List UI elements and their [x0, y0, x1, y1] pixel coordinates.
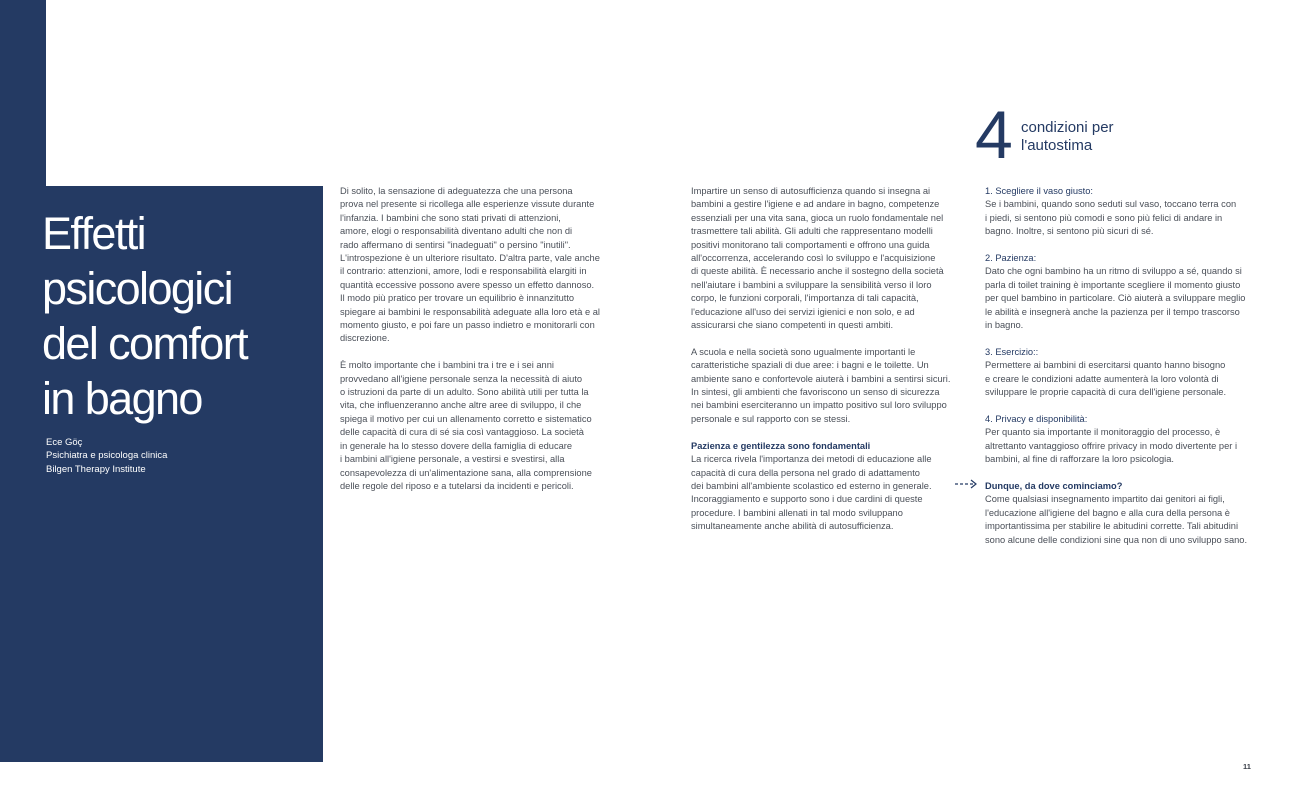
text-line: provvedano all'igiene personale senza la necessità di aiuto: [340, 373, 583, 384]
text-line: sviluppare le proprie capacità di cura dell'igiene personale.: [985, 387, 1227, 398]
text-line: spiega il motivo per cui un allenamento corretto e sistematico: [340, 413, 592, 424]
text-line: vita, che influenzeranno anche altre aree di sviluppo, il che: [340, 400, 582, 411]
text-line: A scuola e nella società sono ugualmente importanti le: [691, 346, 916, 357]
text-line: trasmettere tali abilità. Gli adulti che rappresentano modelli: [691, 226, 933, 237]
author-role: Psichiatra e psicologa clinica: [46, 450, 168, 462]
author-name: Ece Göç: [46, 437, 83, 448]
text-line: caratteristiche spaziali di due aree: i bagni e le toilette. Un: [691, 360, 929, 371]
text-line: l'educazione all'igiene del bagno e alla cura della persona è: [985, 507, 1230, 518]
text-line: Dato che ogni bambino ha un ritmo di sviluppo a sé, quando si: [985, 266, 1242, 277]
heading-line: l'autostima: [1021, 137, 1093, 154]
article-title: [42, 206, 312, 426]
text-line: sono alcune delle condizioni sine qua non di uno sviluppo sano.: [985, 534, 1248, 545]
paragraph: [691, 440, 951, 534]
text-line: prova nel presente si ricollega alle esperienze vissute durante: [340, 199, 595, 210]
author-institute: Bilgen Therapy Institute: [46, 463, 146, 475]
list-item-title: 1. Scegliere il vaso giusto:: [985, 186, 1094, 196]
text-line: nell'aiutare i bambini a sviluppare la sensibilità verso il loro: [691, 279, 932, 290]
list-item: [985, 185, 1255, 239]
list-item: [985, 252, 1255, 332]
dashed-arrow-icon: [955, 478, 981, 490]
text-column-2: [691, 185, 951, 547]
text-line: all'occorrenza, accelerando così lo sviluppo e l'acquisizione: [691, 253, 936, 264]
title-line: Effetti: [42, 208, 146, 259]
title-line: in bagno: [42, 373, 202, 424]
heading-line: condizioni per: [1021, 119, 1114, 136]
closing-section: [985, 480, 1255, 547]
text-line: simultaneamente anche abilità di autosufficienza.: [691, 521, 894, 532]
text-line: discrezione.: [340, 333, 390, 344]
paragraph: [691, 185, 951, 332]
text-line: Impartire un senso di autosufficienza quando si insegna ai: [691, 186, 931, 196]
text-line: essenziali per una vita sana, gioca un ruolo fondamentale nel: [691, 212, 944, 223]
text-line: corpo, le funzioni corporali, l'importanza di tali capacità,: [691, 293, 919, 304]
text-line: il contrario: attenzioni, amore, lodi e responsabilità elargiti in: [340, 266, 587, 277]
text-line: le abilità e insegnerà anche la pazienza per il tempo trascorso: [985, 306, 1240, 317]
text-line: Permettere ai bambini di esercitarsi quanto hanno bisogno: [985, 360, 1226, 371]
text-line: In sintesi, gli ambienti che favoriscono un senso di sicurezza: [691, 387, 940, 398]
paragraph: [691, 346, 951, 426]
text-line: bagno. Inoltre, si sentono più sicuri di sé.: [985, 226, 1154, 237]
list-item-title: 2. Pazienza:: [985, 253, 1037, 264]
text-line: l'educazione all'uso dei servizi igienici e non solo, e ad: [691, 306, 915, 317]
text-line: per quel bambino in particolare. Ciò aiuterà a sviluppare meglio: [985, 293, 1246, 304]
text-line: l'infanzia. I bambini che sono stati privati di attenzioni,: [340, 212, 561, 223]
top-accent-bar: [0, 0, 46, 186]
text-line: di queste abilità. È necessario anche il sostegno della società: [691, 266, 944, 277]
text-line: i piedi, si sentono più comodi e sono più felici di andare in: [985, 212, 1223, 223]
text-line: È molto importante che i bambini tra i tre e i sei anni: [340, 360, 554, 371]
section-subheading: Pazienza e gentilezza sono fondamentali: [691, 440, 871, 451]
text-line: Di solito, la sensazione di adeguatezza che una persona: [340, 186, 573, 196]
text-line: in generale ha lo stesso dovere della famiglia di educare: [340, 440, 573, 451]
text-line: Se i bambini, quando sono seduti sul vaso, toccano terra con: [985, 199, 1237, 210]
text-line: Come qualsiasi insegnamento impartito dai genitori ai figli,: [985, 494, 1225, 505]
text-line: positivi monitorano tali comportamenti e offrono una guida: [691, 239, 930, 250]
paragraph: [340, 359, 605, 493]
text-line: momento giusto, e poi fare un passo indietro e monitorarli con: [340, 320, 595, 331]
text-line: La ricerca rivela l'importanza dei metodi di educazione alle: [691, 454, 932, 465]
text-line: Incoraggiamento e supporto sono i due cardini di queste: [691, 494, 923, 505]
author-block: [46, 436, 167, 476]
text-line: Per quanto sia importante il monitoraggio del processo, è: [985, 427, 1221, 438]
list-item-title: 4. Privacy e disponibilità:: [985, 413, 1088, 424]
list-item: [985, 413, 1255, 467]
text-line: dei bambini all'ambiente scolastico ed esterno in generale.: [691, 480, 932, 491]
text-line: Il modo più pratico per trovare un equilibrio è innanzitutto: [340, 293, 575, 304]
text-line: delle capacità di cura di sé sia così vantaggioso. La società: [340, 427, 584, 438]
list-item-title: 3. Esercizio::: [985, 346, 1039, 357]
paragraph: [340, 185, 605, 346]
heading-number: 4: [975, 97, 1010, 173]
text-line: bambini a gestire l'igiene e ad andare in bagno, competenze: [691, 199, 940, 210]
text-line: quantità eccessive possono avere spesso un effetto dannoso.: [340, 279, 595, 290]
text-line: spiegare ai bambini le responsabilità adeguate alla loro età e al: [340, 306, 600, 317]
list-item: [985, 346, 1255, 400]
text-line: rado affermano di sentirsi "inadeguati" o persino "inutili".: [340, 239, 571, 250]
text-line: o istruzioni da parte di un adulto. Sono abilità utili per tutta la: [340, 387, 589, 398]
text-line: delle regole del riposo e a tutelarsi da incidenti e pericoli.: [340, 480, 574, 491]
title-line: psicologici: [42, 263, 232, 314]
title-line: del comfort: [42, 318, 247, 369]
text-line: ambiente sano e confortevole aiuterà i bambini a sentirsi sicuri.: [691, 373, 951, 384]
text-line: importantissima per stabilire le abitudini corrette. Tali abitudini: [985, 521, 1239, 532]
text-line: i bambini all'igiene personale, a vestirsi e svestirsi, alla: [340, 454, 565, 465]
text-line: parla di toilet training è importante scegliere il momento giusto: [985, 279, 1241, 290]
text-line: altrettanto vantaggioso offrire privacy in modo divertente per i: [985, 440, 1238, 451]
text-line: assicurarsi che siano competenti in questi ambiti.: [691, 320, 894, 331]
text-column-1: [340, 185, 605, 507]
text-line: bambini, al fine di rafforzare la loro psicologia.: [985, 454, 1174, 465]
text-line: in bagno.: [985, 320, 1024, 331]
text-line: capacità di cura della persona nel grado di adattamento: [691, 467, 920, 478]
text-line: consapevolezza di un'alimentazione sana, alla comprensione: [340, 467, 592, 478]
text-line: amore, elogi o responsabilità diventano adulti che non di: [340, 226, 573, 237]
text-line: personale e sul rapporto con se stessi.: [691, 413, 851, 424]
text-column-3: [985, 185, 1255, 560]
text-line: e creare le condizioni adatte aumenterà la loro volontà di: [985, 373, 1219, 384]
heading-text: [1021, 119, 1114, 155]
text-line: procedure. I bambini allenati in tal modo sviluppano: [691, 507, 903, 518]
section-subheading: Dunque, da dove cominciamo?: [985, 480, 1123, 491]
page-number: 11: [1243, 762, 1251, 771]
text-line: L'introspezione è un ulteriore risultato. D'altra parte, vale anche: [340, 253, 600, 264]
text-line: nei bambini eserciteranno un impatto positivo sul loro sviluppo: [691, 400, 947, 411]
